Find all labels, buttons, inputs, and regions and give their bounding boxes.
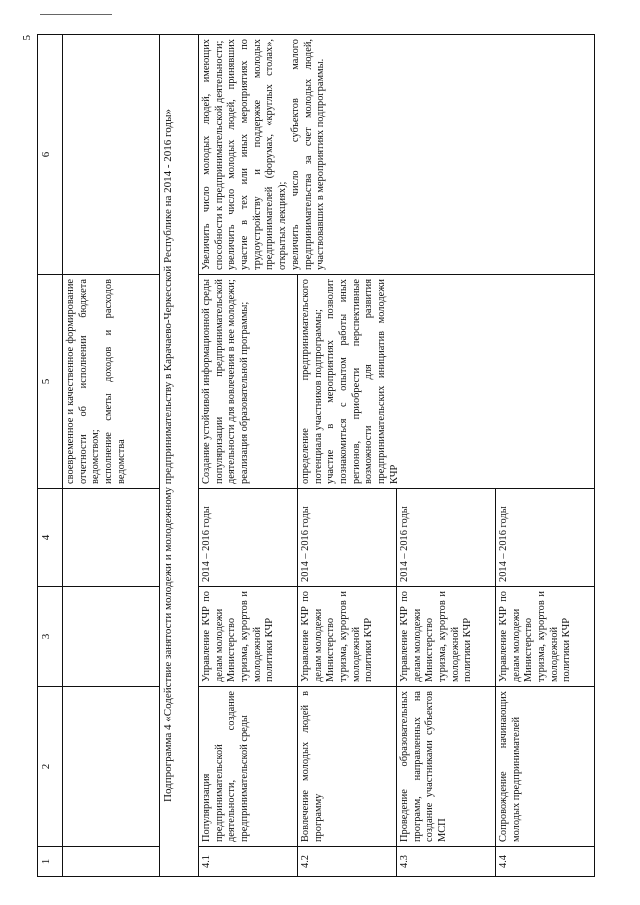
header-cell: 2 xyxy=(38,687,63,847)
executor-line: Министерство туризма, курортов и молодежной политики КЧР xyxy=(424,591,474,682)
indicator-line: увеличить число субъектов малого предпринимательства за счет молодых людей, участвовавших в мероприятиях подпрограммы. xyxy=(289,39,327,270)
row-number: 4.1 xyxy=(199,847,298,877)
executor-cell xyxy=(298,587,397,687)
result-line: Создание устойчивой информационной среды популяризации предпринимательской деятельности для вовлечения в нее молодежи; xyxy=(201,279,238,484)
top-rule xyxy=(40,14,112,15)
period-cell: 2014 – 2016 годы xyxy=(496,489,595,587)
rotated-page xyxy=(21,35,612,877)
period-cell: 2014 – 2016 годы xyxy=(298,489,397,587)
empty-cell xyxy=(63,847,160,877)
result-line: участие в мероприятиях позволит познакомиться с опытом работы иных регионов, приобрести перспективные возможности для развития предпринимательских инициатив молодежи КЧР xyxy=(325,279,400,484)
result-line: исполнение сметы доходов и расходов ведомства xyxy=(103,279,127,484)
measure-name: Вовлечение молодых людей в программу xyxy=(298,687,397,847)
period-cell: 2014 – 2016 годы xyxy=(199,489,298,587)
result-line: определение предпринимательского потенциала участников подпрограммы; xyxy=(300,279,324,484)
empty-cell xyxy=(63,35,160,275)
executor-line: Министерство туризма, курортов и молодежной политики КЧР xyxy=(523,591,573,682)
row-number: 4.2 xyxy=(298,847,397,877)
executor-line: Министерство туризма, курортов и молодежной политики КЧР xyxy=(325,591,375,682)
subprogram-row xyxy=(160,35,199,877)
row-number: 4.3 xyxy=(397,847,496,877)
page-content xyxy=(21,35,612,877)
executor-cell xyxy=(397,587,496,687)
subprogram-title: Подпрограмма 4 «Содействие занятости молодежи и молодежному предпринимательству в Карачаево-Черкесской Республике на 2014 - 2016 годы» xyxy=(160,35,199,877)
row-number: 4.4 xyxy=(496,847,595,877)
measure-name: Проведение образовательных программ, направленных на создание участниками субъектов МСП xyxy=(397,687,496,847)
header-row xyxy=(38,35,63,877)
executor-line: Министерство туризма, курортов и молодежной политики КЧР xyxy=(226,591,276,682)
executor-line: Управление КЧР по делам молодежи xyxy=(300,591,324,682)
indicator-line: Увеличить число молодых людей, имеющих способности к предпринимательской деятельности; xyxy=(201,39,225,270)
program-table xyxy=(37,34,595,877)
measure-name: Популяризация предпринимательской деятельности, создание предпринимательской среды xyxy=(199,687,298,847)
measure-name: Сопровождение начинающих молодых предпринимателей xyxy=(496,687,595,847)
executor-cell xyxy=(496,587,595,687)
result-cell xyxy=(298,275,595,489)
header-cell: 1 xyxy=(38,847,63,877)
executor-line: Управление КЧР по делам молодежи xyxy=(201,591,225,682)
result-cell xyxy=(199,275,298,489)
header-cell: 5 xyxy=(38,275,63,489)
result-line: реализация образовательной программы; xyxy=(239,301,251,484)
header-cell: 4 xyxy=(38,489,63,587)
table-row xyxy=(199,35,298,877)
result-line: своевременное и качественное формирование отчетности об исполнении бюджета ведомством; xyxy=(65,279,102,484)
indicator-line: увеличить число молодых людей, принявших участие в тех или иных мероприятиях по трудоустройству и поддержке молодых предпринимателей (форумах, «круглых столах», открытых лекциях); xyxy=(226,39,289,270)
executor-line: Управление КЧР по делам молодежи xyxy=(498,591,522,682)
executor-cell xyxy=(199,587,298,687)
empty-cell xyxy=(63,489,160,587)
page-number: 5 xyxy=(21,35,33,41)
header-cell: 6 xyxy=(38,35,63,275)
indicator-cell xyxy=(199,35,595,275)
executor-line: Управление КЧР по делам молодежи xyxy=(399,591,423,682)
header-cell: 3 xyxy=(38,587,63,687)
empty-cell xyxy=(63,587,160,687)
period-cell: 2014 – 2016 годы xyxy=(397,489,496,587)
continuation-result-cell xyxy=(63,275,160,489)
continuation-row xyxy=(63,35,160,877)
empty-cell xyxy=(63,687,160,847)
